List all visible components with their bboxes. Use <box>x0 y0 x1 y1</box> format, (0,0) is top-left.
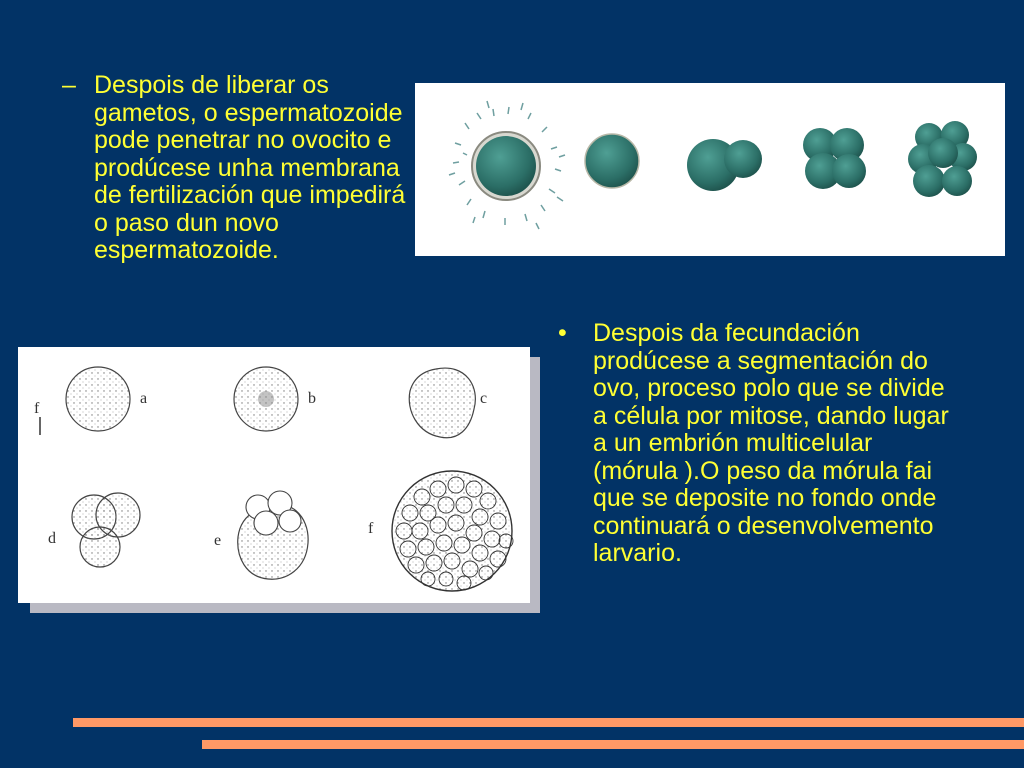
cleavage-photo <box>415 83 1005 256</box>
segmentation-text <box>558 320 958 568</box>
cleavage-photo-drawing <box>415 83 1005 256</box>
diagram-marker-label: f <box>34 400 40 417</box>
diagram-label-e: e <box>214 532 222 549</box>
diagram-label-d: d <box>48 530 56 547</box>
segmentation-paragraph: Despois da fecundación prodúcese a segmentación do ovo, proceso polo que se divide a célula por mitose, dando lugar a un embrión multicelular (mórula ).O peso da mórula fai que se deposite no fondo onde continuará o desenvolvemento larvario. <box>593 319 949 567</box>
segmentation-diagram-drawing <box>18 347 530 603</box>
diagram-label-b: b <box>308 390 316 407</box>
diagram-label-a: a <box>140 390 148 407</box>
dash-marker: – <box>62 71 76 99</box>
diagram-label-c: c <box>480 390 488 407</box>
segmentation-diagram <box>18 347 530 603</box>
diagram-label-f: f <box>368 520 374 537</box>
accent-bar-top <box>73 718 1024 727</box>
fertilization-paragraph: Despois de liberar os gametos, o espermatozoide pode penetrar no ovocito e prodúcese unha membrana de fertilización que impedirá o paso dun novo espermatozoide. <box>94 71 406 264</box>
fertilization-text <box>62 72 407 265</box>
accent-bar-bottom <box>202 740 1024 749</box>
bullet-marker: • <box>558 319 567 347</box>
